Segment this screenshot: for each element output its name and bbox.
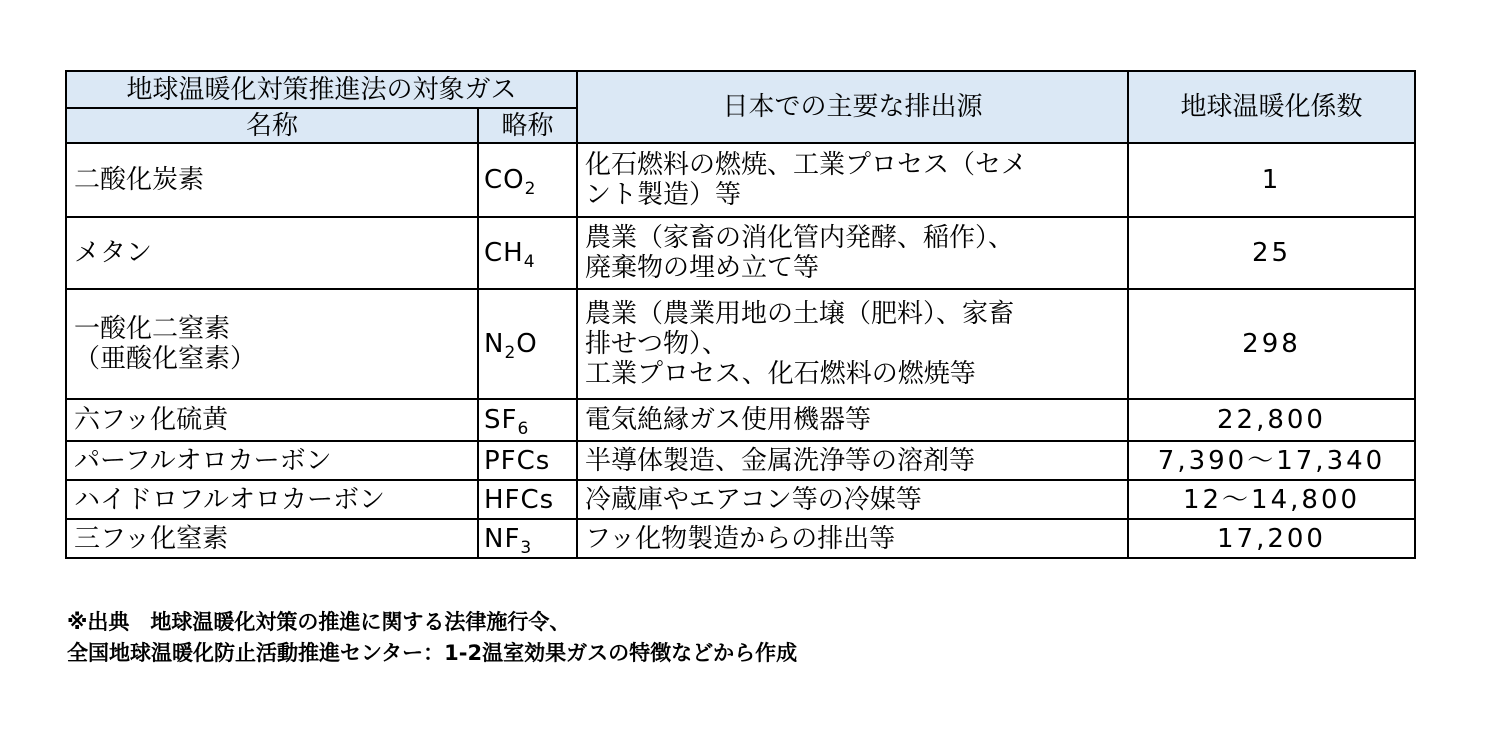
header-gwp: 地球温暖化係数 [1128,71,1415,143]
abbreviation-sub: 4 [523,252,536,272]
gas-name [66,289,478,399]
table-row [66,519,1415,558]
gas-abbreviation [478,519,577,558]
emission-sources [577,519,1128,558]
abbreviation-sub: 2 [524,179,537,199]
emission-sources [577,480,1128,519]
gas-abbreviation [478,217,577,289]
abbreviation-sub: 3 [520,537,533,558]
table-row [66,143,1415,217]
ghg-table [65,70,1416,559]
abbreviation-tail: O [516,329,538,359]
abbreviation-main: CO [484,165,525,195]
gas-abbreviation [478,441,577,480]
gwp-value: 1 [1128,143,1415,217]
emission-source-line: 廃棄物の埋め立て等 [585,253,820,283]
abbreviation-main: HFCs [484,484,555,515]
table-row [66,399,1415,441]
header-abbreviation: 略称 [478,108,577,143]
gas-name [66,441,478,480]
emission-source-line: 半導体製造、金属洗浄等の溶剤等 [585,445,976,476]
source-note-line1: ※出典 地球温暖化対策の推進に関する法律施行令、 [67,610,571,634]
emission-source-line: 冷蔵庫やエアコン等の冷媒等 [585,484,922,515]
gwp-value: 22,800 [1128,399,1415,441]
gas-name [66,217,478,289]
emission-source-line: 化石燃料の燃焼、工業プロセス（セメ [585,150,1028,180]
emission-sources [577,399,1128,441]
gas-name-line: ハイドロフルオロカーボン [74,484,385,515]
gas-name [66,399,478,441]
emission-source-line: 農業（家畜の消化管内発酵、稲作）、 [585,223,1015,253]
emission-sources [577,441,1128,480]
abbreviation-sub: 6 [517,419,530,439]
abbreviation-sub: 2 [504,343,517,363]
table-row [66,441,1415,480]
table-row [66,289,1415,399]
gas-name-line: 三フッ化窒素 [74,523,229,554]
gas-name-line: （亜酸化窒素） [74,344,257,374]
gas-name-line: 六フッ化硫黄 [74,405,229,435]
gas-abbreviation [478,399,577,441]
gas-name-line: 一酸化二窒素 [74,314,231,344]
header-name: 名称 [66,108,478,143]
emission-source-line: 排せつ物）、 [585,329,729,359]
emission-sources [577,217,1128,289]
table-row [66,217,1415,289]
emission-sources [577,289,1128,399]
gwp-value: 17,200 [1128,519,1415,558]
emission-source-line: 工業プロセス、化石燃料の燃焼等 [585,359,976,389]
abbreviation-main: NF [484,523,521,554]
table-row [66,480,1415,519]
abbreviation-main: N [484,329,505,359]
emission-source-line: 農業（農業用地の土壌（肥料）、家畜 [585,299,1015,329]
abbreviation-main: CH [484,238,524,268]
header-emission-sources: 日本での主要な排出源 [577,71,1128,143]
gas-abbreviation [478,480,577,519]
gas-name [66,480,478,519]
gwp-value: 12～14,800 [1128,480,1415,519]
gas-name-line: 二酸化炭素 [74,165,205,195]
source-note-line2: 全国地球温暖化防止活動推進センター：1-2温室効果ガスの特徴などから作成 [67,641,798,665]
gas-name-line: メタン [74,238,153,268]
emission-source-line: フッ化物製造からの排出等 [585,523,896,554]
emission-sources [577,143,1128,217]
gas-name-line: パーフルオロカーボン [74,445,332,476]
abbreviation-main: SF [484,405,518,435]
gwp-value: 298 [1128,289,1415,399]
gas-abbreviation [478,289,577,399]
gas-name [66,519,478,558]
gwp-value: 7,390～17,340 [1128,441,1415,480]
emission-source-line: ント製造）等 [585,180,742,210]
gas-abbreviation [478,143,577,217]
header-target-gases: 地球温暖化対策推進法の対象ガス [66,71,577,108]
emission-source-line: 電気絶縁ガス使用機器等 [585,405,872,435]
gas-name [66,143,478,217]
abbreviation-main: PFCs [484,445,551,476]
gwp-value: 25 [1128,217,1415,289]
